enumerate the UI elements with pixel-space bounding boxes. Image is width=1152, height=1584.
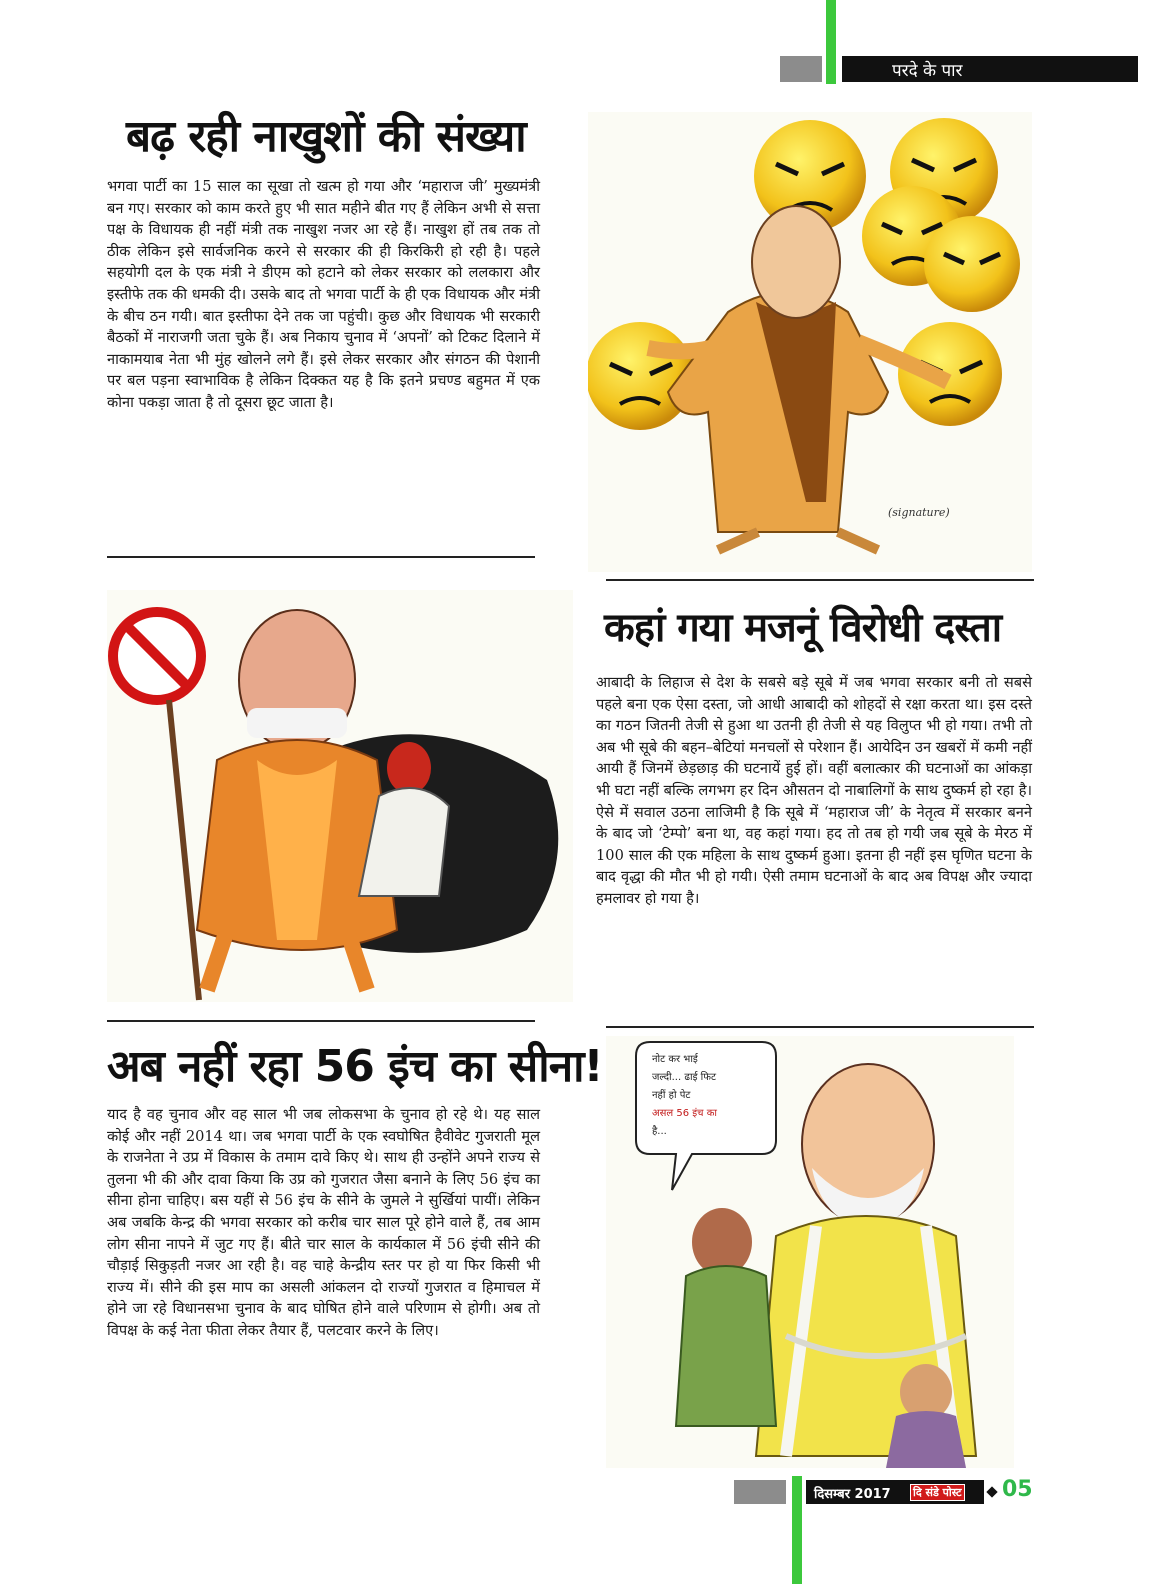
article-1-headline: बढ़ रही नाखुशों की संख्या	[126, 111, 526, 162]
measuring-chest-illustration	[606, 1036, 1014, 1468]
angry-faces-illustration	[588, 112, 1032, 572]
header-accent-bar	[826, 0, 836, 84]
speech-line-2: जल्दी... ढाई फिट	[652, 1072, 716, 1083]
footer-gray-block	[734, 1480, 786, 1504]
cartoon-no-entry	[107, 590, 573, 1002]
section-tab	[842, 56, 1138, 82]
angry-face-icon	[924, 216, 1020, 312]
cartoon-angry-faces	[588, 112, 1032, 572]
issue-date: दिसम्बर 2017	[814, 1487, 891, 1502]
article-1-rule	[107, 556, 535, 558]
speech-line-5: है...	[652, 1126, 667, 1137]
article-3-body: याद है वह चुनाव और वह साल भी जब लोकसभा के चुनाव हो रहे थे। यह साल कोई और नहीं 2014 था। जब भगवा पार्टी के एक स्वघोषित हैवीवेट गुजराती मूल के राजनेता ने उप्र में विकास के तमाम दावे किए थे। साथ ही उन्होंने अपने राज्य से तुलना भी की और दावा किया कि उप्र को गुजरात जैसा बनाने के लिए 56 इंच का सीना होना चाहिए। बस यहीं से 56 इंच के सीने के जुमले ने सुर्खियां पायीं। लेकिन अब जबकि केन्द्र की भगवा सरकार को करीब चार साल पूरे होने वाले हैं, तब आम लोग सीना नापने में जुट गए हैं। बीते चार साल के कार्यकाल में 56 इंची सीने की चौड़ाई सिकुड़ती नजर आ रही है। वह चाहे केन्द्रीय स्तर पर हो या फिर किसी भी राज्य में। सीने की इस माप का असली आंकलन दो राज्यों गुजरात व हिमाचल में होने जा रहे विधानसभा चुनाव के बाद घोषित होने वाले परिणाम से होगी। अब तो विपक्ष के कई नेता फीता लेकर तैयार हैं, पलटवार करने के लिए।	[107, 1106, 540, 1339]
article-3-headline: अब नहीं रहा 56 इंच का सीना!	[107, 1041, 603, 1092]
page-number: 05	[1002, 1477, 1033, 1502]
footer-accent-bar	[792, 1476, 802, 1584]
header-gray-block	[780, 56, 822, 82]
section-label: परदे के पार	[892, 61, 963, 81]
speech-line-4: असल 56 इंच का	[652, 1108, 717, 1119]
article-2-top-rule	[606, 579, 1034, 581]
article-2-body: आबादी के लिहाज से देश के सबसे बड़े सूबे में जब भगवा सरकार बनी तो सबसे पहले बना एक ऐसा दस्ता, जो आधी आबादी को शोहदों से रक्षा करता था। इस दस्ते का गठन जितनी तेजी से हुआ था उतनी ही तेजी से यह विलुप्त भी हो गया। तभी तो अब भी सूबे की बहन–बेटियां मनचलों से परेशान हैं। आयेदिन उन खबरों में कमी नहीं आयी हैं जिनमें छेड़छाड़ की घटनायें हुई हों। वहीं बलात्कार की घटनाओं का आंकड़ा भी घटा नहीं बल्कि लगभग हर दिन औसतन दो नाबालिगों के साथ दुष्कर्म हो रहा है। ऐसे में सवाल उठना लाजिमी है कि सूबे में ‘महाराज जी’ के नेतृत्व में सरकार बनने के बाद जो ‘टेम्पो’ बना था, वह कहां गया। हद तो तब हो गयी जब सूबे के मेरठ में 100 साल की एक महिला के साथ दुष्कर्म हुआ। इतना ही नहीं इस घृणित घटना के बाद वृद्धा की मौत भी हो गयी। ऐसी तमाम घटनाओं के बाद अब विपक्ष और ज्यादा हमलावर हो गया है।	[596, 674, 1032, 907]
article-2-bottom-rule	[606, 1026, 1034, 1028]
speech-line-1: नोट कर भाई	[652, 1054, 698, 1065]
footer-diamond-icon	[986, 1486, 997, 1497]
article-3-top-rule	[107, 1020, 535, 1022]
cartoonist-signature: (signature)	[888, 506, 950, 519]
article-2-headline: कहां गया मजनूं विरोधी दस्ता	[604, 605, 1002, 651]
angry-face-icon	[588, 322, 694, 430]
no-entry-illustration	[107, 590, 573, 1002]
article-1-body: भगवा पार्टी का 15 साल का सूखा तो खत्म हो गया और ‘महाराज जी’ मुख्यमंत्री बन गए। सरकार को काम करते हुए भी सात महीने बीत गए हैं लेकिन अभी से सत्ता पक्ष के विधायक ही नहीं मंत्री तक नाखुश नजर आ रहे हैं। नाखुश हों तब तक तो ठीक लेकिन इसे सार्वजनिक करने से सरकार की ही किरकिरी हो रही है। पहले सहयोगी दल के एक मंत्री ने डीएम को हटाने को लेकर सरकार को ललकारा और इस्तीफे तक की धमकी दी। उसके बाद तो भगवा पार्टी के ही एक विधायक और मंत्री के बीच ठन गयी। बात इस्तीफा देने तक जा पहुंची। कुछ और विधायक भी सरकारी बैठकों में नाराजगी जता चुके हैं। अब निकाय चुनाव में ‘अपनों’ को टिकट दिलाने में नाकामयाब नेता भी मुंह खोलने लगे हैं। इसे लेकर सरकार और संगठन की पेशानी पर बल पड़ना स्वाभाविक है लेकिन दिक्कत यह है कि इतने प्रचण्ड बहुमत में एक कोना पकड़ा जाता है तो दूसरा छूट जाता है।	[107, 178, 540, 411]
publication-logo: दि संडे पोस्ट	[910, 1484, 965, 1501]
speech-line-3: नहीं हो पेट	[652, 1090, 691, 1101]
cartoon-measuring-chest	[606, 1036, 1014, 1468]
